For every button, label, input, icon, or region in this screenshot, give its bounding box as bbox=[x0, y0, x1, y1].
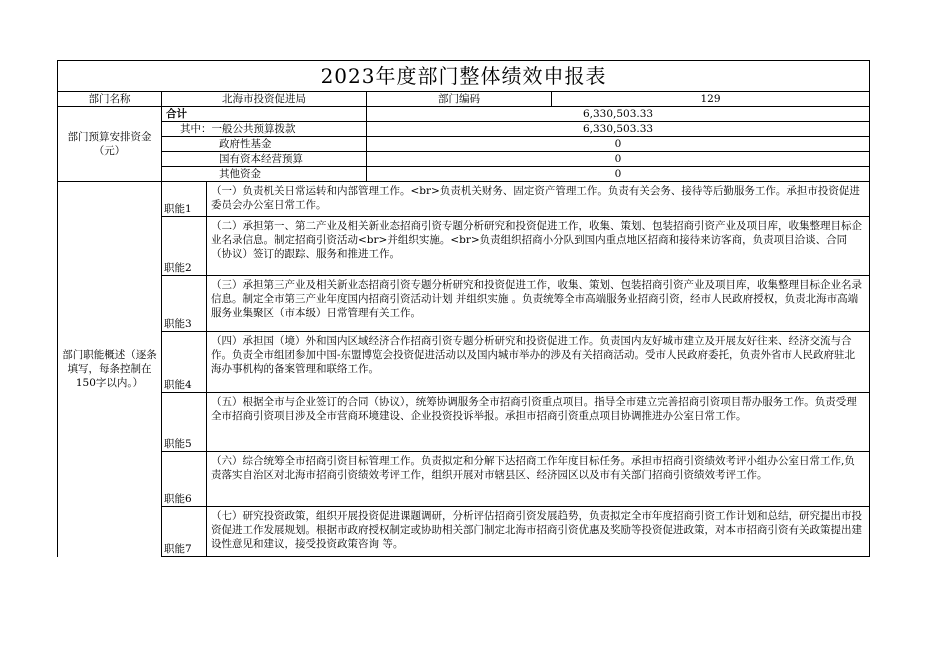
dept-code-label: 部门编码 bbox=[367, 92, 552, 107]
dept-code-value: 129 bbox=[552, 92, 870, 107]
duty-label: 职能3 bbox=[162, 276, 207, 332]
budget-row-value: 6,330,503.33 bbox=[367, 122, 870, 137]
duty-label: 职能5 bbox=[162, 393, 207, 452]
budget-row-label: 其中：一般公共预算拨款 bbox=[162, 122, 367, 137]
duty-text: （三）承担第三产业及相关新业态招商引资专题分析研究和投资促进工作，收集、策划、包装招商引资产业及项目库，收集整理目标企业名录信息。制定全市第三产业年度国内招商引资活动计划 并组织实施 。负责统筹全市高端服务业招商引资，经市人民政府授权，负责北海市高端服务业集聚区（市本级）日常管理有关工作。 bbox=[207, 276, 870, 332]
duty-text: （四）承担国（境）外和国内区域经济合作招商引资专题分析研究和投资促进工作。负责国内友好城市建立及开展友好往来、经济交流与合作。负责全市组团参加中国-东盟博览会投资促进活动以及国内城市举办的涉及有关招商活动。受市人民政府委托，负责外省市人民政府驻北海办事机构的备案管理和联络工作。 bbox=[207, 332, 870, 393]
budget-label: 部门预算安排资金（元） bbox=[58, 107, 162, 182]
duty-label: 职能6 bbox=[162, 452, 207, 507]
dept-name-label: 部门名称 bbox=[58, 92, 162, 107]
budget-row-label: 其他资金 bbox=[162, 167, 367, 182]
duty-label: 职能2 bbox=[162, 217, 207, 276]
duty-text: （二）承担第一、第二产业及相关新业态招商引资专题分析研究和投资促进工作，收集、策划、包装招商引资产业及项目库，收集整理目标企业名录信息。制定招商引资活动<br>并组织实施。<br>负责组织招商小分队到国内重点地区招商和接待来访客商，负责项目洽谈、合同（协议）签订的跟踪、服务和推进工作。 bbox=[207, 217, 870, 276]
duty-text: （六）综合统筹全市招商引资目标管理工作。负责拟定和分解下达招商工作年度目标任务。承担市招商引资绩效考评小组办公室日常工作,负责落实自治区对北海市招商引资绩效考评工作，组织开展对市辖县区、经济园区以及市有关部门招商引资绩效考评工作。 bbox=[207, 452, 870, 507]
budget-row-label: 合计 bbox=[162, 107, 367, 122]
duty-text: （一）负责机关日常运转和内部管理工作。<br>负责机关财务、固定资产管理工作。负责有关会务、接待等后勤服务工作。承担市投资促进委员会办公室日常工作。 bbox=[207, 182, 870, 217]
duty-label: 职能4 bbox=[162, 332, 207, 393]
budget-row-value: 0 bbox=[367, 167, 870, 182]
duty-label: 职能7 bbox=[162, 507, 207, 557]
duty-label: 职能1 bbox=[162, 182, 207, 217]
budget-row-value: 0 bbox=[367, 137, 870, 152]
duty-text: （五）根据全市与企业签订的合同（协议），统筹协调服务全市招商引资重点项目。指导全市建立完善招商引资项目帮办服务工作。负责受理全市招商引资项目涉及全市营商环境建设、企业投资投诉举报。承担市招商引资重点项目协调推进办公室日常工作。 bbox=[207, 393, 870, 452]
duties-label: 部门职能概述（逐条填写，每条控制在150字以内。） bbox=[58, 182, 162, 557]
report-table bbox=[57, 60, 870, 557]
budget-row-value: 6,330,503.33 bbox=[367, 107, 870, 122]
budget-row-value: 0 bbox=[367, 152, 870, 167]
performance-report-sheet bbox=[57, 60, 869, 557]
budget-row-label: 国有资本经营预算 bbox=[162, 152, 367, 167]
dept-name-value: 北海市投资促进局 bbox=[162, 92, 367, 107]
budget-row-label: 政府性基金 bbox=[162, 137, 367, 152]
report-title: 2023年度部门整体绩效申报表 bbox=[58, 61, 870, 92]
duty-text: （七）研究投资政策，组织开展投资促进课题调研，分析评估招商引资发展趋势，负责拟定全市年度招商引资工作计划和总结，研究提出市投资促进工作发展规划。根据市政府授权制定或协助相关部门制定北海市招商引资优惠及奖励等投资促进政策，对本市招商引资有关政策提出建设性意见和建议，接受投资政策咨询 等。 bbox=[207, 507, 870, 557]
